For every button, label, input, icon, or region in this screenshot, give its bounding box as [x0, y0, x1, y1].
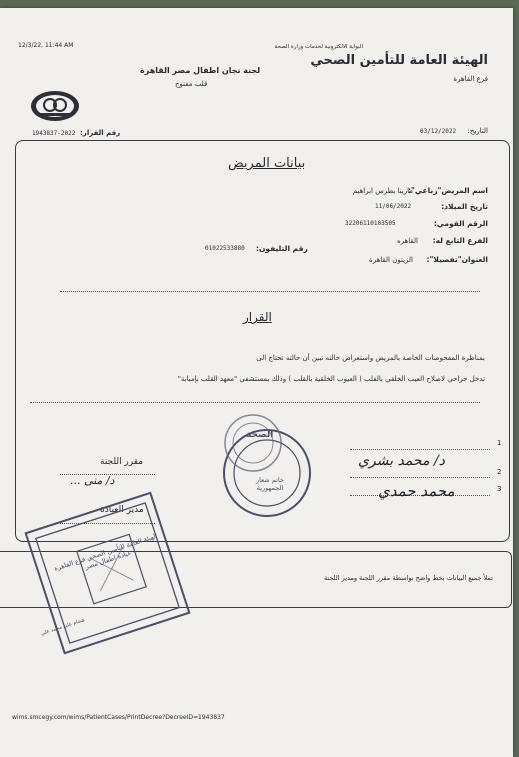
- portal-name: البوابة الالكترونية لخدمات وزارة الصحة: [274, 44, 363, 50]
- address-value: الزيتون القاهرة: [369, 256, 413, 264]
- decision-line-2: تدخل جراحي لاصلاح العيب الخلقي بالقلب ( العيوب الخلقية بالقلب ) وذلك بمستشفى "معهد القلب بإمبابة": [177, 375, 485, 383]
- rapporteur-label: مقرر اللجنة: [100, 457, 144, 467]
- date-value: 03/12/2022: [420, 128, 457, 135]
- republic-stamp-top: الصحة: [246, 430, 274, 440]
- branch-value: القاهره: [397, 237, 418, 245]
- patient-section-title: بيانات المريض: [228, 156, 306, 171]
- separator-line-2: [30, 402, 480, 403]
- document-page: [0, 8, 513, 757]
- date-label: التاريخ:: [467, 127, 488, 135]
- signature-number-1: 1: [497, 439, 502, 447]
- phone-value: 01022533880: [205, 245, 245, 252]
- signature-1: د/ محمد بشري: [358, 453, 445, 469]
- republic-seal-stamp: [205, 413, 330, 518]
- signature-number-2: 2: [497, 468, 502, 476]
- national-id-value: 32206110103505: [345, 220, 396, 227]
- signature-3: محمد حمدي: [378, 482, 455, 500]
- republic-stamp-text: خاتم شعار الجمهورية: [256, 476, 284, 492]
- decision-number-label: رقم القرار:: [80, 129, 121, 137]
- national-id-label: الرقم القومي:: [433, 219, 488, 228]
- decision-title: القرار: [243, 310, 272, 324]
- signature-number-3: 3: [497, 485, 502, 493]
- clinic-director-label: مدير العيادة: [100, 505, 144, 515]
- separator-line: [60, 291, 480, 292]
- note-text: تملأ جميع البيانات بخط واضح بواسطة مقرر اللجنة ومدير اللجنة: [324, 574, 493, 582]
- dob-label: تاريخ الميلاد:: [441, 202, 488, 211]
- decision-number-value: 1943837-2022: [32, 130, 76, 137]
- signature-line-1: [350, 449, 490, 450]
- decision-line-1: بمناظرة المفحوصات الخاصة بالمريض واستعراض حالته تبين أن حالته تحتاج الى: [256, 354, 485, 362]
- organization-name: الهيئة العامة للتأمين الصحي: [310, 53, 488, 68]
- patient-name-label: اسم المريض"رباعي":: [407, 186, 488, 195]
- rapporteur-signature: د/ منى ...: [70, 474, 115, 487]
- branch-name: فرع القاهرة: [453, 75, 488, 83]
- branch-label: الفرع التابع له:: [432, 236, 488, 245]
- footer-url: wims.smcegy.com/wims/PatientCases/PrintDecree?DecreeID=1943837: [12, 714, 225, 721]
- signature-line-2: [350, 477, 490, 478]
- address-label: العنوان"تفصيلا":: [426, 255, 488, 264]
- print-time: 12/3/22, 11:44 AM: [18, 42, 74, 49]
- clinic-stamp-text: الهيئة العامة للتأمين الصحي فرع القاهرة عيادة اطفال مصر: [53, 531, 159, 573]
- phone-label: رقم التليفون:: [256, 244, 308, 253]
- dob-value: 11/06/2022: [375, 203, 412, 210]
- clinic-stamp-bottom: هشام علي محمد علي: [40, 617, 86, 637]
- patient-name-value: مارينا بطرس ابراهيم: [352, 187, 413, 195]
- specialty: قلب مفتوح: [175, 80, 208, 88]
- committee-name: لجنة نجان اطفال مصر القاهرة: [140, 66, 261, 75]
- health-insurance-logo: [30, 90, 80, 122]
